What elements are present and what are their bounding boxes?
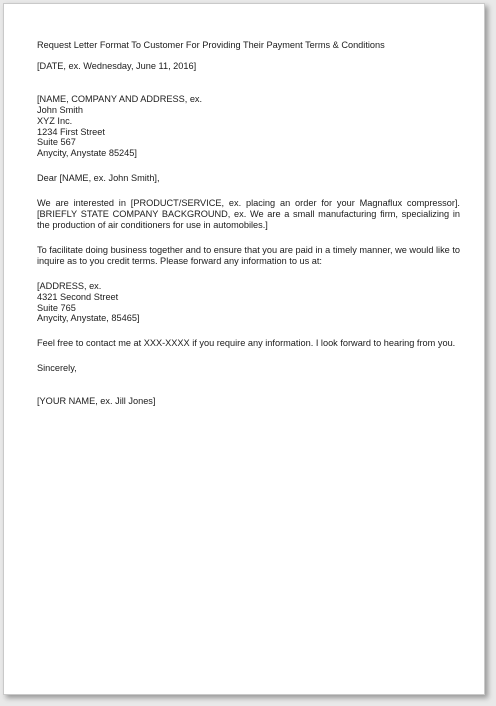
recipient-header: [NAME, COMPANY AND ADDRESS, ex.	[37, 93, 203, 104]
return-address-header: [ADDRESS, ex.	[37, 280, 102, 291]
recipient-company: XYZ Inc.	[37, 115, 73, 126]
recipient-street: 1234 First Street	[37, 126, 105, 137]
letter-title: Request Letter Format To Customer For Providing Their Payment Terms & Conditions	[37, 40, 385, 50]
letter-body	[37, 40, 460, 407]
return-address-street: 4321 Second Street	[37, 291, 119, 302]
letter-date: [DATE, ex. Wednesday, June 11, 2016]	[37, 60, 197, 71]
signature: [YOUR NAME, ex. Jill Jones]	[37, 396, 156, 407]
return-address-suite: Suite 765	[37, 302, 76, 313]
recipient-city: Anycity, Anystate 85245]	[37, 148, 137, 159]
return-address-city: Anycity, Anystate, 85465]	[37, 313, 140, 324]
recipient-block	[37, 94, 460, 159]
return-address-block	[37, 281, 460, 325]
salutation: Dear [NAME, ex. John Smith],	[37, 173, 160, 184]
paragraph-credit-terms: To facilitate doing business together and to ensure that you are paid in a timely manner, we would like to inquire as to you credit terms. Please forward any information to us at:	[37, 244, 460, 266]
paragraph-contact: Feel free to contact me at XXX-XXXX if you require any information. I look forward to hearing from you.	[37, 338, 456, 349]
closing: Sincerely,	[37, 363, 77, 374]
recipient-suite: Suite 567	[37, 137, 76, 148]
paragraph-interest: We are interested in [PRODUCT/SERVICE, ex. placing an order for your Magnaflux compressor]. [BRIEFLY STATE COMPANY BACKGROUND, ex. We are a small manufacturing firm, specializing in the production of air conditioners for use in automobiles.]	[37, 198, 460, 230]
recipient-name: John Smith	[37, 104, 83, 115]
letter-page	[3, 3, 485, 695]
